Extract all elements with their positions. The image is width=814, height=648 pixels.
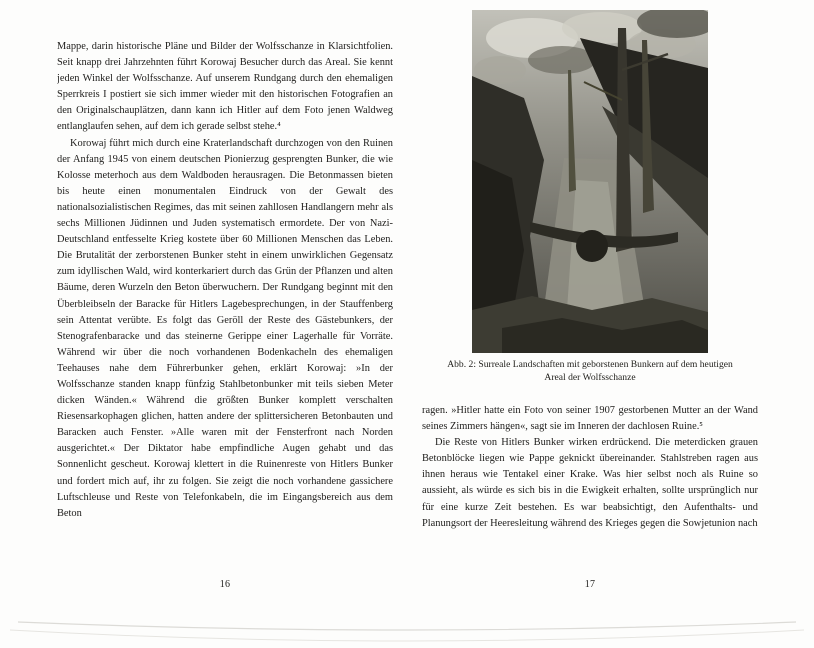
bunker-forest-photo-image [472, 10, 708, 353]
body-paragraph: ragen. »Hitler hatte ein Foto von seiner 1907 gestorbenen Mutter an der Wand seines Zimmers hängen«, sagt sie im Inneren der dachlosen Ruine.⁵ [422, 405, 758, 433]
page-number-left: 16 [219, 579, 231, 590]
photo-caption [422, 359, 758, 385]
bunker-forest-photo [472, 10, 708, 353]
page-number-right: 17 [584, 579, 596, 590]
body-paragraph: Mappe, darin historische Pläne und Bilder der Wolfsschanze in Klarsichtfolien. Seit knapp drei Jahrzehnten führt Korowaj Besucher durch das Areal. Sie kennt jeden Winkel der Wolfsschanze. Auf unserem Rundgang durch den ehemaligen Sperrkreis I postiert sie sich immer wieder mit den historischen Fotografien an den Originalschauplätzen, dann kann ich Hitler auf dem Foto jenen Waldweg entlanglaufen sehen, auf dem ich gerade selbst stehe.⁴ [57, 41, 393, 133]
left-page-text-column [57, 39, 393, 579]
body-paragraph: Korowaj führt mich durch eine Kraterlandschaft durchzogen von den Ruinen der Anfang 1945 von einem deutschen Pionierzug gesprengten Bunker, die wie Kolosse meterhoch aus dem Waldboden herausragen. Die Betonmassen bieten bis heute einen monumentalen Eindruck von der Gewalt des nationalsozialistischen Regimes, das mit seinen zahllosen Handlangern mehr als sechs Millionen Jüdinnen und Juden systematisch ermordete. Der von Nazi-Deutschland entfesselte Krieg kostete über 60 Millionen Menschen das Leben. Die Brutalität der zerborstenen Bunker steht in einem unwirklichen Gegensatz zum idyllischen Wald, wird konterkariert durch das Grün der Pflanzen und alten Bäume, deren Wurzeln den Beton überwuchern. Der Rundgang beginnt mit den Überbleibseln der Baracke für Hitlers Lagebesprechungen, in der Stauffenberg sein Attentat verübte. Es folgt das Geröll der Reste des Gästebunkers, der Stenografenbaracke und das steinerne Gerippe einer Lagerhalle für Vorräte. Während wir über die noch vorhandenen Bodenkacheln des ehemaligen Teehauses nahe dem Führerbunker gehen, erklärt Korowaj: »In der Wolfsschanze standen knapp fünfzig Stahlbetonbunker mit teils sieben Meter dicken Wänden.« Während die größten Bunker komplett verschalten Riesensarkophagen glichen, hatten andere der splittersicheren Betonbauten und Baracken auch Fenster. »Alle waren mit der Fensterfront nach Norden ausgerichtet.« Der Diktator habe empfindliche Augen gehabt und das Sonnenlicht gescheut. Korowaj klettert in die Ruinenreste von Hitlers Bunker und fordert mich auf, ihr zu folgen. Sie zeigt die noch vorhandene gassichere Luftschleuse und Reste von Telefonkabeln, die im Eingangsbereich aus dem Beton [57, 137, 393, 519]
right-page-text-column [422, 403, 758, 581]
book-page-edge-decoration [0, 606, 814, 648]
photo-caption-text: Abb. 2: Surreale Landschaften mit geborstenen Bunkern auf dem heutigen Areal der Wolfsschanze [447, 359, 733, 383]
body-paragraph: Die Reste von Hitlers Bunker wirken erdrückend. Die meterdicken grauen Betonblöcke liegen wie Pappe geknickt übereinander. Stahlstreben ragen aus ihnen heraus wie Tentakel einer Krake. Was hier selbst noch als Ruine so aussieht, als würde es sich bis in die Ewigkeit erhalten, sollte ursprünglich nur für eine kurze Zeit bestehen. Es war beabsichtigt, den Aufenthalts- und Planungsort der Heeresleitung während des Krieges gegen die Sowjetunion nach [422, 437, 758, 529]
